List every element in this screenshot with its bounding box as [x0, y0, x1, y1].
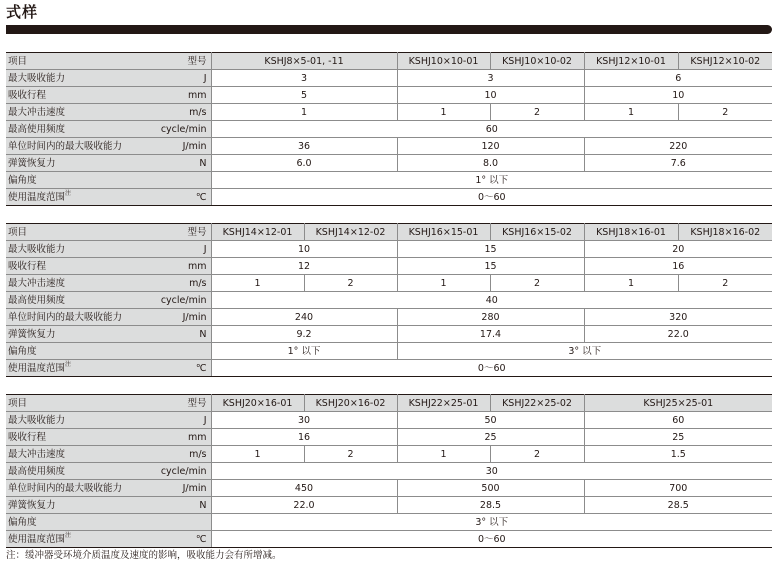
value-cell: 0～60 [211, 360, 772, 377]
table-row [6, 497, 772, 514]
value-cell: 1 [397, 446, 490, 463]
row-label: 偏角度 [8, 174, 37, 186]
row-label: 最大冲击速度 [8, 106, 66, 118]
table-row [6, 258, 772, 275]
note-mark: 注 [65, 531, 72, 539]
row-label: 偏角度 [8, 345, 37, 357]
row-unit: J [203, 72, 207, 84]
row-label: 最高使用频度 [8, 294, 66, 306]
row-label: 最高使用频度 [8, 465, 66, 477]
table-row [6, 138, 772, 155]
value-cell: 450 [211, 480, 397, 497]
value-cell: 0～60 [211, 189, 772, 206]
model-header: KSHJ16×15-01 [397, 224, 490, 241]
table-row [6, 446, 772, 463]
row-label-cell [6, 360, 211, 377]
value-cell: 10 [397, 87, 584, 104]
value-cell: 6 [584, 70, 772, 87]
model-header: KSHJ18×16-02 [678, 224, 772, 241]
value-cell: 28.5 [397, 497, 584, 514]
table-row [6, 326, 772, 343]
table-row [6, 309, 772, 326]
table-row [6, 104, 772, 121]
table-row [6, 292, 772, 309]
header-model-label: 型号 [187, 226, 207, 238]
row-label-cell [6, 104, 211, 121]
row-label: 弹簧恢复力 [8, 328, 56, 340]
value-cell: 500 [397, 480, 584, 497]
page-title: 式样 [6, 3, 39, 21]
model-header: KSHJ20×16-01 [211, 395, 304, 412]
row-unit: J/min [182, 140, 207, 152]
row-label-cell [6, 343, 211, 360]
table-row [6, 343, 772, 360]
model-header: KSHJ25×25-01 [584, 395, 772, 412]
model-header: KSHJ18×16-01 [584, 224, 678, 241]
row-label: 吸收行程 [8, 89, 47, 101]
table-row [6, 463, 772, 480]
row-unit: cycle/min [160, 465, 207, 477]
value-cell: 16 [211, 429, 397, 446]
row-label-cell [6, 87, 211, 104]
value-cell: 240 [211, 309, 397, 326]
model-header: KSHJ10×10-02 [490, 53, 584, 70]
value-cell: 3° 以下 [211, 514, 772, 531]
row-label-cell [6, 497, 211, 514]
table-row [6, 87, 772, 104]
header-model-label: 型号 [187, 55, 207, 67]
row-label-cell [6, 480, 211, 497]
spec-table-1 [6, 52, 772, 206]
value-cell: 22.0 [584, 326, 772, 343]
value-cell: 1 [211, 275, 304, 292]
value-cell: 25 [584, 429, 772, 446]
value-cell: 2 [304, 275, 397, 292]
model-header: KSHJ20×16-02 [304, 395, 397, 412]
row-label: 弹簧恢复力 [8, 157, 56, 169]
row-label: 使用温度范围 [8, 362, 66, 374]
row-unit: N [199, 499, 207, 511]
row-label-cell [6, 121, 211, 138]
row-label: 单位时间内的最大吸收能力 [8, 482, 123, 494]
value-cell: 9.2 [211, 326, 397, 343]
spec-table-3 [6, 394, 772, 548]
row-label-cell [6, 275, 211, 292]
value-cell: 2 [678, 275, 772, 292]
table-row [6, 275, 772, 292]
value-cell: 12 [211, 258, 397, 275]
row-label: 单位时间内的最大吸收能力 [8, 140, 123, 152]
table-header-row [6, 395, 772, 412]
value-cell: 15 [397, 241, 584, 258]
table-row [6, 360, 772, 377]
model-header: KSHJ16×15-02 [490, 224, 584, 241]
model-header: KSHJ22×25-02 [490, 395, 584, 412]
spec-table-2 [6, 223, 772, 377]
row-unit: J/min [182, 482, 207, 494]
header-item-label: 项目 [8, 226, 28, 238]
table-row [6, 155, 772, 172]
value-cell: 30 [211, 412, 397, 429]
value-cell: 36 [211, 138, 397, 155]
value-cell: 1 [584, 104, 678, 121]
row-unit: J/min [182, 311, 207, 323]
value-cell: 220 [584, 138, 772, 155]
row-label-cell [6, 241, 211, 258]
value-cell: 30 [211, 463, 772, 480]
row-unit: mm [187, 89, 207, 101]
value-cell: 3° 以下 [397, 343, 772, 360]
row-label: 最大冲击速度 [8, 277, 66, 289]
value-cell: 25 [397, 429, 584, 446]
value-cell: 2 [678, 104, 772, 121]
row-label-cell [6, 531, 211, 548]
row-label-cell [6, 326, 211, 343]
table-row [6, 514, 772, 531]
value-cell: 8.0 [397, 155, 584, 172]
value-cell: 50 [397, 412, 584, 429]
value-cell: 16 [584, 258, 772, 275]
header-label-cell [6, 224, 211, 241]
value-cell: 10 [211, 241, 397, 258]
model-header: KSHJ14×12-02 [304, 224, 397, 241]
model-header: KSHJ14×12-01 [211, 224, 304, 241]
value-cell: 40 [211, 292, 772, 309]
header-item-label: 项目 [8, 397, 28, 409]
row-unit: mm [187, 260, 207, 272]
model-header: KSHJ8×5-01, -11 [211, 53, 397, 70]
value-cell: 10 [584, 87, 772, 104]
model-header: KSHJ22×25-01 [397, 395, 490, 412]
row-label-cell [6, 429, 211, 446]
value-cell: 15 [397, 258, 584, 275]
row-label-cell [6, 514, 211, 531]
table-row [6, 70, 772, 87]
value-cell: 0～60 [211, 531, 772, 548]
row-label: 使用温度范围 [8, 191, 66, 203]
row-label: 吸收行程 [8, 431, 47, 443]
row-unit: J [203, 243, 207, 255]
model-header: KSHJ10×10-01 [397, 53, 490, 70]
value-cell: 5 [211, 87, 397, 104]
value-cell: 1 [584, 275, 678, 292]
value-cell: 320 [584, 309, 772, 326]
row-unit: N [199, 328, 207, 340]
row-label: 最大吸收能力 [8, 72, 66, 84]
row-label: 偏角度 [8, 516, 37, 528]
header-model-label: 型号 [187, 397, 207, 409]
row-unit: ℃ [195, 362, 207, 374]
row-label-cell [6, 292, 211, 309]
header-label-cell [6, 395, 211, 412]
row-unit: m/s [189, 448, 207, 460]
table-row [6, 172, 772, 189]
value-cell: 3 [397, 70, 584, 87]
row-unit: N [199, 157, 207, 169]
table-row [6, 121, 772, 138]
row-label-cell [6, 463, 211, 480]
value-cell: 3 [211, 70, 397, 87]
row-label: 使用温度范围 [8, 533, 66, 545]
row-unit: mm [187, 431, 207, 443]
model-header: KSHJ12×10-01 [584, 53, 678, 70]
value-cell: 20 [584, 241, 772, 258]
value-cell: 22.0 [211, 497, 397, 514]
value-cell: 120 [397, 138, 584, 155]
row-label: 最大冲击速度 [8, 448, 66, 460]
row-unit: cycle/min [160, 294, 207, 306]
note-mark: 注 [65, 360, 72, 368]
row-unit: m/s [189, 277, 207, 289]
value-cell: 7.6 [584, 155, 772, 172]
value-cell: 60 [211, 121, 772, 138]
value-cell: 280 [397, 309, 584, 326]
row-label-cell [6, 258, 211, 275]
row-label-cell [6, 155, 211, 172]
row-label: 最大吸收能力 [8, 414, 66, 426]
header-item-label: 项目 [8, 55, 28, 67]
table-header-row [6, 224, 772, 241]
row-label-cell [6, 309, 211, 326]
row-label-cell [6, 138, 211, 155]
row-label-cell [6, 189, 211, 206]
row-unit: J [203, 414, 207, 426]
value-cell: 6.0 [211, 155, 397, 172]
title-divider-bar [6, 25, 772, 34]
row-label-cell [6, 412, 211, 429]
row-label-cell [6, 446, 211, 463]
row-label: 单位时间内的最大吸收能力 [8, 311, 123, 323]
row-unit: m/s [189, 106, 207, 118]
value-cell: 1 [397, 275, 490, 292]
value-cell: 2 [490, 104, 584, 121]
value-cell: 1 [397, 104, 490, 121]
model-header: KSHJ12×10-02 [678, 53, 772, 70]
table-header-row [6, 53, 772, 70]
footnote: 注：缓冲器受环境介质温度及速度的影响，吸收能力会有所增减。 [6, 550, 282, 561]
value-cell: 2 [490, 275, 584, 292]
row-label: 弹簧恢复力 [8, 499, 56, 511]
row-label-cell [6, 172, 211, 189]
table-row [6, 531, 772, 548]
row-unit: cycle/min [160, 123, 207, 135]
row-label: 吸收行程 [8, 260, 47, 272]
value-cell: 17.4 [397, 326, 584, 343]
table-row [6, 189, 772, 206]
value-cell: 1 [211, 446, 304, 463]
value-cell: 2 [304, 446, 397, 463]
note-mark: 注 [65, 189, 72, 197]
row-unit: ℃ [195, 533, 207, 545]
row-label: 最高使用频度 [8, 123, 66, 135]
value-cell: 1.5 [584, 446, 772, 463]
value-cell: 60 [584, 412, 772, 429]
value-cell: 700 [584, 480, 772, 497]
value-cell: 1° 以下 [211, 343, 397, 360]
value-cell: 2 [490, 446, 584, 463]
value-cell: 28.5 [584, 497, 772, 514]
table-row [6, 480, 772, 497]
value-cell: 1° 以下 [211, 172, 772, 189]
row-unit: ℃ [195, 191, 207, 203]
value-cell: 1 [211, 104, 397, 121]
header-label-cell [6, 53, 211, 70]
table-row [6, 429, 772, 446]
row-label: 最大吸收能力 [8, 243, 66, 255]
table-row [6, 241, 772, 258]
row-label-cell [6, 70, 211, 87]
table-row [6, 412, 772, 429]
